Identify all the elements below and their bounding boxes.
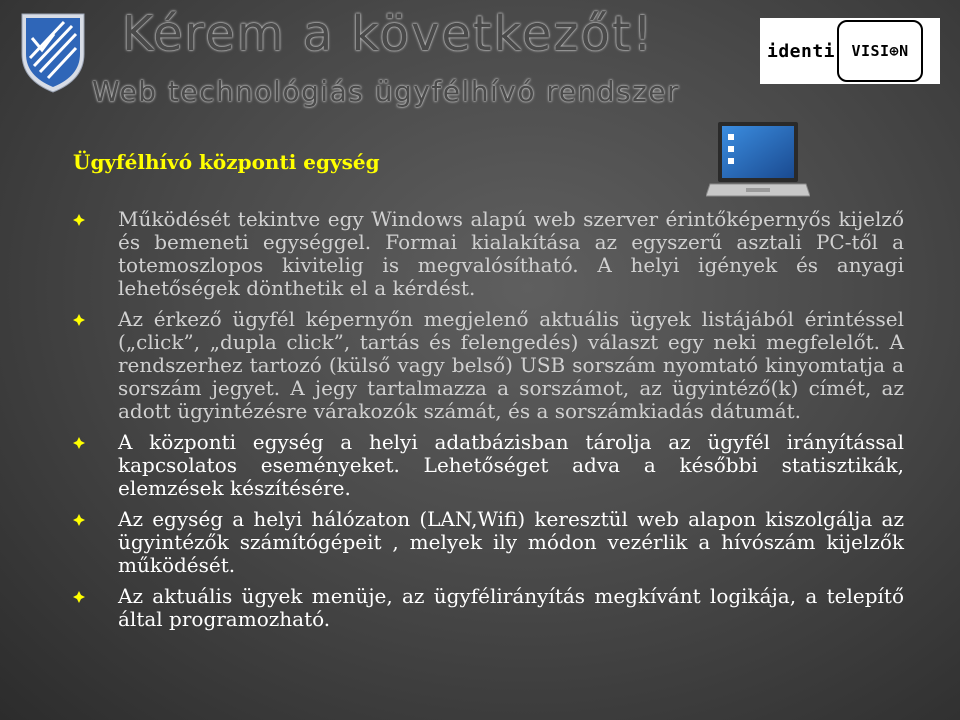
list-item-text: Az aktuális ügyek menüje, az ügyfélirányítás megkívánt logikája, a telepítő által programozható.	[118, 584, 904, 631]
diamond-bullet-icon	[73, 314, 85, 326]
page-title: Kérem a következőt!	[122, 6, 654, 62]
list-item-text: Működését tekintve egy Windows alapú web szerver érintőképernyős kijelző és bemeneti egységgel. Formai kialakítása az egyszerű asztali PC-től a totemoszlopos kivitelig is megvalósítható. A helyi igények és anyagi lehetőségek dönthetik el a kérdést.	[118, 207, 904, 300]
diamond-bullet-icon	[73, 591, 85, 603]
page-subtitle: Web technológiás ügyfélhívó rendszer	[92, 75, 681, 108]
diamond-bullet-icon	[73, 514, 85, 526]
brand-right-text: VISI⊕N	[851, 42, 909, 60]
list-item-text: A központi egység a helyi adatbázisban tárolja az ügyfél irányítással kapcsolatos eseményeket. Lehetőséget adva a későbbi statisztikák, elemzések készítésére.	[118, 430, 904, 500]
list-item	[118, 208, 904, 300]
brand-left-text: identi	[767, 40, 836, 62]
identivision-logo	[760, 18, 940, 84]
list-item	[118, 431, 904, 500]
diamond-bullet-icon	[73, 437, 85, 449]
list-item-text: Az érkező ügyfél képernyőn megjelenő aktuális ügyek listájából érintéssel („click”, „dupla click”, tartás és felengedés) választ egy neki megfelelőt. A rendszerhez tartozó (külső vagy belső) USB sorszám nyomtató kinyomtatja a sorszám jegyet. A jegy tartalmazza a sorszámot, az ügyintéző(k) címét, az adott ügyintézésre várakozók számát, és a sorszámkiadás dátumát.	[118, 307, 904, 423]
list-item	[118, 308, 904, 423]
shield-logo-icon	[18, 8, 88, 94]
brand-box	[837, 20, 923, 82]
laptop-icon	[706, 120, 810, 202]
list-item	[118, 585, 904, 631]
list-item	[118, 508, 904, 577]
bullet-list	[118, 208, 904, 639]
diamond-bullet-icon	[73, 214, 85, 226]
list-item-text: Az egység a helyi hálózaton (LAN,Wifi) keresztül web alapon kiszolgálja az ügyintézők számítógépeit , melyek ily módon vezérlik a hívószám kijelzők működését.	[118, 507, 904, 577]
section-title: Ügyfélhívó központi egység	[73, 150, 380, 174]
